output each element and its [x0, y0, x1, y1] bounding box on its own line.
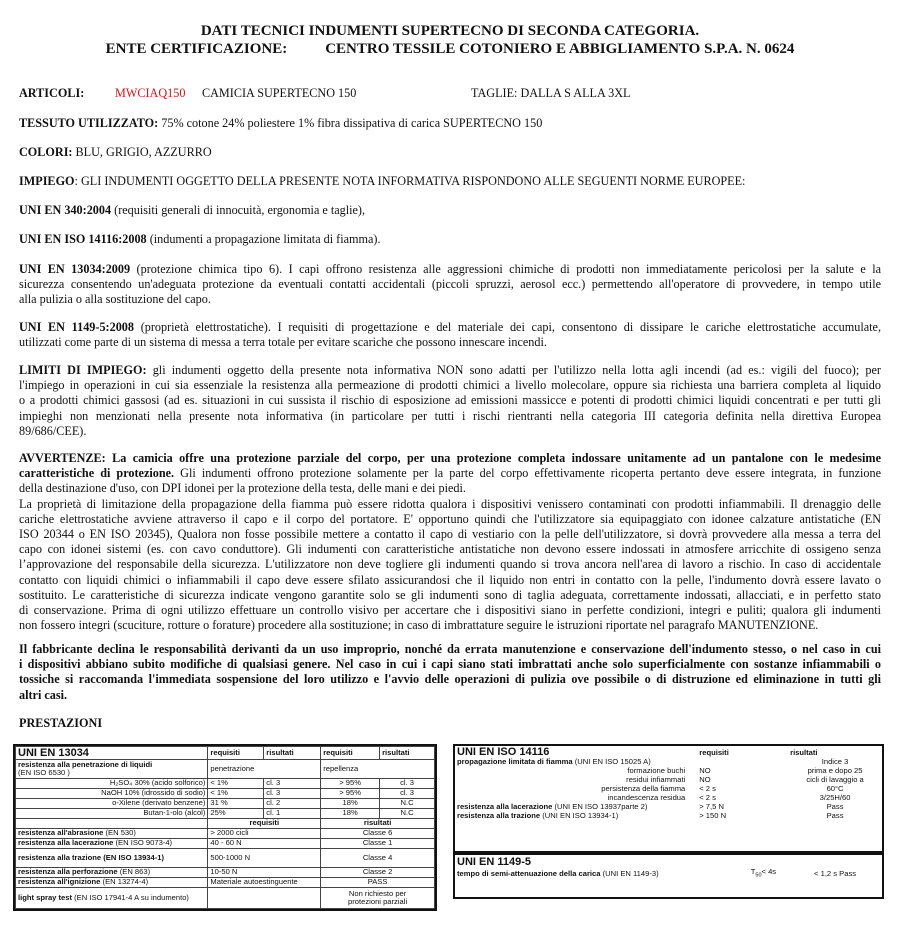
table-row: resistenza alla trazione (UNI EN ISO 13934-1) > 150 N Pass [457, 811, 844, 820]
colori-line [19, 145, 881, 160]
table-row: resistenza alla lacerazione (EN ISO 9073-4) 40 - 60 N Classe 1 [16, 839, 435, 849]
table-uni-en-1149-5 [453, 853, 884, 899]
table-row: resistenza all'ignizione (EN 13274-4) Materiale autoestinguente PASS [16, 878, 435, 888]
certification-body: CENTRO TESSILE COTONIERO E ABBIGLIAMENTO S.P.A. N. 0624 [325, 41, 795, 57]
table-header-row: UNI EN 13034 requisiti risultati requisiti risultati [16, 747, 435, 760]
norm-1149-paragraph: UNI EN 1149-5:2008 (proprietà elettrostatiche). I requisiti di progettazione e del materiale dei capi, consentono di dissipare le cariche elettrostatiche accumulate, utilizzati come parte di un sistema di messa a terra totale per evitare scariche che possono innescare incendi. [19, 320, 881, 350]
table-subheader-row: requisiti risultati [16, 819, 435, 829]
table-header-row: UNI EN 1149-5 [457, 856, 531, 868]
table-row: o-Xilene (derivato benzene) 31 % cl. 2 18% N.C [16, 799, 435, 809]
fabbricante-paragraph: Il fabbricante declina le responsabilità derivanti da un uso improprio, nonché da errata manutenzione e conservazione dell'indumento stesso, o nel caso in cui i dispositivi abbiano subito modifiche di qualsiasi genere. Nel caso in cui i capi siano stati imbrattati anche solo superficialmente con sostanze infiammabili o tossiche si raccomanda l'immediata sospensione del loro utilizzo e l'avvio delle operazioni di pulizia ove possibile o di distruzione ed eliminazione in tutti gli altri casi. [19, 642, 881, 702]
tessuto-label: TESSUTO UTILIZZATO: [19, 116, 159, 130]
table-row: tempo di semi-attenuazione della carica (UNI EN 1149-3) $T_{50}< 4s$ < 1,2 s Pass [457, 867, 857, 879]
prestazioni-heading: PRESTAZIONI [19, 716, 103, 730]
table-row: resistenza all'abrasione (EN 530) > 2000 cicli Classe 6 [16, 829, 435, 839]
table-row: resistenza alla lacerazione (UNI EN ISO 13937parte 2) > 7,5 N Pass [457, 802, 844, 811]
norm-14116: UNI EN ISO 14116:2008 (indumenti a propagazione limitata di fiamma). [19, 232, 381, 246]
table-row: propagazione limitata di fiamma (UNI EN ISO 15025 A) Indice 3 prima e dopo 25 cicli di lavaggio a 60°C 3/25H/60 [457, 757, 864, 802]
impiego-text: : GLI INDUMENTI OGGETTO DELLA PRESENTE NOTA INFORMATIVA RISPONDONO ALLE SEGUENTI NORME EUROPEE: [74, 174, 746, 188]
article-sizes: TAGLIE: DALLA S ALLA 3XL [471, 86, 631, 100]
table-row: residui infiammati NO [626, 775, 711, 784]
limiti-paragraph: LIMITI DI IMPIEGO: gli indumenti oggetto della presente nota informativa NON sono adatti per l'utilizzo nella lotta agli incendi (ad es.: vigili del fuoco); per l'impiego in operazioni in cui sia essenziale la resistenza alla permeazione di prodotti chimici a livello molecolare, oppure sia richiesta una barriera completa al liquido o a prodotti chimici gassosi (ad es. situazioni in cui sussista il rischio di esposizione ad emissioni massicce e potenti di prodotti chimici liquidi concentrati e per tutti gli impieghi non menzionati nella presente nota informativa (in particolare per tutti i rischi rientranti nella categoria III categoria definita nella direttiva Europea 89/686/CEE). [19, 363, 881, 438]
articoli-label: ARTICOLI: [19, 86, 85, 100]
table-header-row: UNI EN ISO 14116 requisiti risultati [457, 746, 818, 758]
table-row: resistenza alla penetrazione di liquidi (EN ISO 6530 ) penetrazione repellenza [16, 760, 435, 779]
table-row: Butan-1-olo (alcol) 25% cl. 1 18% N.C [16, 809, 435, 819]
colori-text: BLU, GRIGIO, AZZURRO [72, 145, 212, 159]
articoli-line [19, 86, 881, 101]
table-row: formazione buchi NO [627, 766, 711, 775]
table-row: resistenza alla perforazione (EN 863) 10-50 N Classe 2 [16, 868, 435, 878]
table-row: incandescenza residua < 2 s [607, 793, 716, 802]
table-row: resistenza alla trazione (EN ISO 13934-1) 500-1000 N Classe 4 [16, 849, 435, 868]
article-name: CAMICIA SUPERTECNO 150 [202, 86, 357, 100]
article-code: MWCIAQ150 [115, 86, 186, 100]
certification-label: ENTE CERTIFICAZIONE: [105, 41, 288, 57]
norm-13034-paragraph: UNI EN 13034:2009 (protezione chimica tipo 6). I capi offrono resistenza alle aggressioni chimiche di prodotti non immediatamente pericolosi per la salute e la sicurezza consentendo un'adeguata protezione da eventuali contatti accidentali (piccoli spruzzi, aerosol ecc.) permettendo all'operatore di provvedere, in tempo utile alla pulizia o alla sostituzione del capo. [19, 262, 881, 307]
certification-line [0, 40, 900, 58]
tessuto-line [19, 116, 881, 131]
colori-label: COLORI: [19, 145, 73, 159]
table-row: light spray test (EN ISO 17941-4 A su indumento) Non richiesto per protezioni parziali [16, 888, 435, 909]
tessuto-text: 75% cotone 24% poliestere 1% fibra dissipativa di carica SUPERTECNO 150 [158, 116, 543, 130]
norm-340: UNI EN 340:2004 (requisiti generali di innocuità, ergonomia e taglie), [19, 203, 366, 217]
table-row: NaOH 10% (idrossido di sodio) < 1% cl. 3 > 95% cl. 3 [16, 789, 435, 799]
table-uni-en-13034 [13, 744, 437, 911]
impiego-line [19, 174, 881, 189]
table-row: H₂SO₄ 30% (acido solforico) < 1% cl. 3 > 95% cl. 3 [16, 779, 435, 789]
document-title: DATI TECNICI INDUMENTI SUPERTECNO DI SECONDA CATEGORIA. [200, 23, 700, 39]
table-row: persistenza della fiamma < 2 s [601, 784, 716, 793]
table-uni-en-iso-14116 [453, 744, 884, 853]
impiego-label: IMPIEGO [19, 174, 75, 188]
avvertenze-paragraph: AVVERTENZE: La camicia offre una protezione parziale del corpo, per una protezione completa indossare unitamente ad un pantalone con le medesime caratteristiche di protezione. Gli indumenti offrono protezione solamente per la parte del corpo effettivamente ricoperta pertanto deve essere integrata, in funzione della destinazione d'uso, con DPI idonei per la protezione della testa, delle mani e dei piedi. La proprietà di limitazione della propagazione della fiamma può essere ridotta qualora i dispositivi venissero contaminati con prodotti infiammabili. Il drenaggio delle cariche elettrostatiche avviene attraverso il capo e il corpo del portatore. E' opportuno quindi che l'utilizzatore sia equipaggiato con idonee calzature antistatiche (EN ISO 20344 o EN ISO 20345), Qualora non fosse possibile mettere a contatto il capo di vestiario con la pelle dell'utilizzatore, si dovrà provvedere alla messa a terra del capo con idonei sistemi (es. con cavo conduttore). Gli indumenti con caratteristiche antistatiche non devono essere indossati in atmosfere arricchite di ossigeno senza l’approvazione del responsabile della sicurezza. L'utilizzatore non deve togliere gli indumenti quando si trova ancora nell'area di lavoro a rischio. In caso di accidentale contatto con liquidi chimici o infiammabili il capo deve essere sfilato assicurandosi che il liquido non entri in contatto con la pelle, l'indumento dovrà essere lavato o sostituito. Le caratteristiche di sicurezza indicate vengono garantite solo se gli indumenti sono di taglia adeguata, correttamente indossati, allacciati, e in perfetto stato di conservazione. Prima di ogni utilizzo effettuare un controllo visivo per accertare che i dispositivi siano in perfette condizioni, integri e puliti; qualora gli indumenti non fossero integri (scuciture, rotture o forature) procedere alla sostituzione; in caso di imbrattature seguire le istruzioni riportate nel paragrafo MANUTENZIONE. [19, 451, 881, 633]
